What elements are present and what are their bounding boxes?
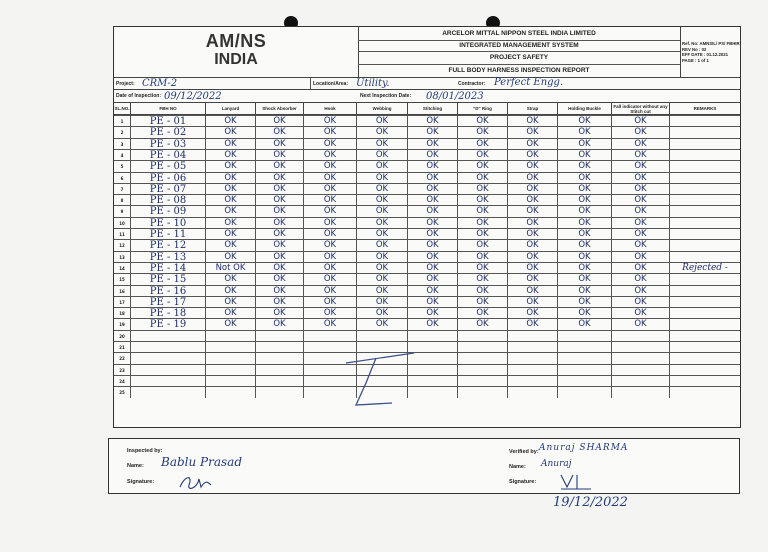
cell-d-ring: OK (458, 252, 508, 263)
cell-shock-absorber: OK (256, 218, 304, 229)
cell-sl-no: 2 (114, 127, 131, 138)
contractor-value: Perfect Engg. (494, 77, 564, 88)
cell-sl-no: 4 (114, 150, 131, 161)
cell-stitching: OK (408, 263, 458, 274)
cell-fbh-no: PE - 06 (131, 173, 206, 184)
cell-fbh-no: PE - 03 (131, 139, 206, 150)
column-header-strap: Strap (508, 102, 558, 115)
cell-strap: OK (508, 252, 558, 263)
cell-sl-no: 15 (114, 274, 131, 285)
cell-hook: OK (304, 173, 357, 184)
cell-sl-no: 22 (114, 353, 131, 364)
cell-d-ring: OK (458, 274, 508, 285)
crossout-top-stroke (346, 353, 414, 363)
cell-d-ring: OK (458, 116, 508, 127)
cell-fall-indicator: OK (612, 127, 670, 138)
cell-sl-no: 8 (114, 195, 131, 206)
cell-fall-indicator: OK (612, 161, 670, 172)
cell-shock-absorber: OK (256, 240, 304, 251)
cell-shock-absorber: OK (256, 308, 304, 319)
location-value: Utility. (356, 78, 390, 89)
cell-d-ring: OK (458, 173, 508, 184)
cell-fall-indicator: OK (612, 184, 670, 195)
cell-lanyard: OK (206, 240, 256, 251)
cell-d-ring: OK (458, 195, 508, 206)
cell-sl-no: 18 (114, 308, 131, 319)
cell-d-ring: OK (458, 139, 508, 150)
inspection-form (113, 26, 741, 428)
cell-hook: OK (304, 150, 357, 161)
cell-hook: OK (304, 286, 357, 297)
project-value: CRM-2 (142, 78, 178, 89)
cell-lanyard: OK (206, 308, 256, 319)
cell-webbing: OK (357, 319, 408, 330)
cell-shock-absorber: OK (256, 263, 304, 274)
cell-holding-buckle: OK (558, 173, 612, 184)
column-header-sl-no: SL.NO. (114, 102, 131, 115)
cell-d-ring: OK (458, 161, 508, 172)
cell-strap: OK (508, 263, 558, 274)
cell-fbh-no: PE - 07 (131, 184, 206, 195)
cell-strap: OK (508, 127, 558, 138)
cell-holding-buckle: OK (558, 139, 612, 150)
cell-hook: OK (304, 274, 357, 285)
cell-shock-absorber: OK (256, 286, 304, 297)
cell-lanyard: OK (206, 173, 256, 184)
cell-holding-buckle: OK (558, 195, 612, 206)
cell-webbing: OK (357, 286, 408, 297)
cell-stitching: OK (408, 150, 458, 161)
cell-hook: OK (304, 127, 357, 138)
cell-webbing: OK (357, 297, 408, 308)
column-header-shock-absorber: Shock Absorber (256, 102, 304, 115)
contractor-label: Contractor: (458, 81, 486, 87)
cell-lanyard: OK (206, 218, 256, 229)
verifier-name: Anuraj (541, 459, 572, 469)
cell-d-ring: OK (458, 263, 508, 274)
cell-sl-no: 20 (114, 331, 131, 342)
signature-section (108, 438, 740, 510)
cell-stitching: OK (408, 195, 458, 206)
column-header-stitching: Stitching (408, 102, 458, 115)
cell-strap: OK (508, 206, 558, 217)
column-header-remarks: REMARKS (693, 106, 717, 111)
cell-holding-buckle: OK (558, 286, 612, 297)
cell-fall-indicator: OK (612, 240, 670, 251)
cell-fbh-no: PE - 10 (131, 218, 206, 229)
cell-lanyard: OK (206, 252, 256, 263)
cell-shock-absorber: OK (256, 195, 304, 206)
cell-stitching: OK (408, 252, 458, 263)
cell-strap: OK (508, 218, 558, 229)
cell-shock-absorber: OK (256, 206, 304, 217)
inspected-by-label: Inspected by: (127, 448, 163, 454)
cell-fbh-no: PE - 16 (131, 286, 206, 297)
inspector-signature (177, 473, 217, 493)
cell-fbh-no: PE - 02 (131, 127, 206, 138)
cell-holding-buckle: OK (558, 308, 612, 319)
cell-holding-buckle: OK (558, 218, 612, 229)
cell-strap: OK (508, 139, 558, 150)
cell-lanyard: OK (206, 274, 256, 285)
cell-holding-buckle: OK (558, 161, 612, 172)
cell-lanyard: OK (206, 297, 256, 308)
cell-holding-buckle: OK (558, 184, 612, 195)
cell-fall-indicator: OK (612, 297, 670, 308)
cell-hook: OK (304, 206, 357, 217)
cell-fall-indicator: OK (612, 218, 670, 229)
cell-fall-indicator: OK (612, 206, 670, 217)
cell-hook: OK (304, 252, 357, 263)
cell-holding-buckle: OK (558, 116, 612, 127)
cell-fall-indicator: OK (612, 263, 670, 274)
cell-stitching: OK (408, 274, 458, 285)
verification-date: 19/12/2022 (553, 495, 628, 510)
cell-lanyard: OK (206, 139, 256, 150)
cell-fall-indicator: OK (612, 116, 670, 127)
cell-hook: OK (304, 161, 357, 172)
cell-holding-buckle: OK (558, 127, 612, 138)
cell-hook: OK (304, 240, 357, 251)
cell-stitching: OK (408, 127, 458, 138)
cell-stitching: OK (408, 218, 458, 229)
cell-fall-indicator: OK (612, 139, 670, 150)
cell-d-ring: OK (458, 229, 508, 240)
cell-sl-no: 10 (114, 218, 131, 229)
cell-webbing: OK (357, 161, 408, 172)
cell-strap: OK (508, 297, 558, 308)
ref-number: Ref. No: AMNSIL/ PS/ FBHIR (682, 41, 740, 46)
cell-lanyard: OK (206, 286, 256, 297)
cell-webbing: OK (357, 308, 408, 319)
cell-d-ring: OK (458, 184, 508, 195)
cell-d-ring: OK (458, 286, 508, 297)
cell-fbh-no: PE - 17 (131, 297, 206, 308)
cell-fbh-no: PE - 14 (131, 263, 206, 274)
cell-sl-no: 9 (114, 206, 131, 217)
cell-shock-absorber: OK (256, 184, 304, 195)
cell-webbing: OK (357, 263, 408, 274)
inspector-signature-label: Signature: (127, 479, 155, 485)
cell-sl-no: 1 (114, 116, 131, 127)
cell-webbing: OK (357, 218, 408, 229)
cell-stitching: OK (408, 229, 458, 240)
column-header-fbh-no: FBH NO (131, 102, 206, 115)
cell-hook: OK (304, 195, 357, 206)
cell-fall-indicator: OK (612, 319, 670, 330)
cell-fall-indicator: OK (612, 308, 670, 319)
cell-webbing: OK (357, 195, 408, 206)
cell-hook: OK (304, 139, 357, 150)
cell-lanyard: OK (206, 150, 256, 161)
cell-shock-absorber: OK (256, 274, 304, 285)
cell-holding-buckle: OK (558, 274, 612, 285)
cell-fbh-no: PE - 08 (131, 195, 206, 206)
cell-stitching: OK (408, 308, 458, 319)
crossout-z-stroke (356, 358, 392, 405)
cell-sl-no: 21 (114, 342, 131, 353)
cell-hook: OK (304, 308, 357, 319)
cell-webbing: OK (357, 184, 408, 195)
cell-d-ring: OK (458, 218, 508, 229)
inspection-date-label: Date of Inspection: (116, 93, 162, 99)
cell-d-ring: OK (458, 308, 508, 319)
cell-sl-no: 3 (114, 139, 131, 150)
system-name: INTEGRATED MANAGEMENT SYSTEM (358, 41, 680, 52)
cell-webbing: OK (357, 139, 408, 150)
report-name: FULL BODY HARNESS INSPECTION REPORT (448, 67, 590, 74)
logo-sub-text: INDIA (214, 51, 258, 68)
cell-fbh-no: PE - 15 (131, 274, 206, 285)
verifier-name-label: Name: (509, 464, 526, 470)
cell-webbing: OK (357, 206, 408, 217)
cell-d-ring: OK (458, 319, 508, 330)
cell-holding-buckle: OK (558, 150, 612, 161)
column-header-fall-indicator: Fall indicator without any Stitch cut (612, 102, 670, 115)
next-inspection-value: 08/01/2023 (426, 91, 484, 102)
cell-shock-absorber: OK (256, 116, 304, 127)
cell-remarks: Rejected - (682, 262, 728, 273)
cell-d-ring: OK (458, 206, 508, 217)
cell-fbh-no: PE - 05 (131, 161, 206, 172)
column-header-webbing: Webbing (357, 102, 408, 115)
cell-fall-indicator: OK (612, 252, 670, 263)
cell-holding-buckle: OK (558, 206, 612, 217)
cell-hook: OK (304, 263, 357, 274)
cell-d-ring: OK (458, 150, 508, 161)
project-label: Project: (116, 81, 135, 87)
column-header-lanyard: Lanyard (206, 102, 256, 115)
crossed-out-mark (114, 27, 740, 427)
cell-webbing: OK (357, 240, 408, 251)
cell-webbing: OK (357, 150, 408, 161)
cell-strap: OK (508, 116, 558, 127)
cell-stitching: OK (408, 173, 458, 184)
cell-hook: OK (304, 218, 357, 229)
cell-webbing: OK (357, 252, 408, 263)
cell-fbh-no: PE - 19 (131, 319, 206, 330)
verified-by-label: Verified by: (509, 449, 539, 455)
cell-sl-no: 14 (114, 263, 131, 274)
cell-fall-indicator: OK (612, 229, 670, 240)
cell-fbh-no: PE - 18 (131, 308, 206, 319)
cell-sl-no: 23 (114, 365, 131, 376)
cell-strap: OK (508, 173, 558, 184)
cell-sl-no: 5 (114, 161, 131, 172)
cell-lanyard: OK (206, 206, 256, 217)
cell-sl-no: 25 (114, 387, 131, 398)
cell-fbh-no: PE - 12 (131, 240, 206, 251)
cell-stitching: OK (408, 206, 458, 217)
cell-sl-no: 6 (114, 173, 131, 184)
cell-sl-no: 11 (114, 229, 131, 240)
cell-webbing: OK (357, 127, 408, 138)
cell-hook: OK (304, 116, 357, 127)
verifier-name-top: Anuraj SHARMA (539, 443, 629, 453)
cell-stitching: OK (408, 319, 458, 330)
cell-d-ring: OK (458, 240, 508, 251)
cell-webbing: OK (357, 274, 408, 285)
inspection-date-value: 09/12/2022 (164, 91, 222, 102)
cell-d-ring: OK (458, 127, 508, 138)
cell-shock-absorber: OK (256, 319, 304, 330)
cell-shock-absorber: OK (256, 173, 304, 184)
column-header-holding-buckle: Holding Buckle (558, 102, 612, 115)
cell-shock-absorber: OK (256, 297, 304, 308)
cell-strap: OK (508, 308, 558, 319)
cell-holding-buckle: OK (558, 252, 612, 263)
cell-sl-no: 12 (114, 240, 131, 251)
cell-stitching: OK (408, 297, 458, 308)
cell-shock-absorber: OK (256, 252, 304, 263)
cell-d-ring: OK (458, 297, 508, 308)
cell-shock-absorber: OK (256, 127, 304, 138)
cell-fbh-no: PE - 11 (131, 229, 206, 240)
cell-holding-buckle: OK (558, 240, 612, 251)
cell-fbh-no: PE - 09 (131, 206, 206, 217)
cell-fbh-no: PE - 13 (131, 252, 206, 263)
cell-stitching: OK (408, 116, 458, 127)
cell-sl-no: 17 (114, 297, 131, 308)
cell-stitching: OK (408, 161, 458, 172)
cell-fbh-no: PE - 01 (131, 116, 206, 127)
cell-fall-indicator: OK (612, 150, 670, 161)
cell-lanyard: OK (206, 161, 256, 172)
cell-sl-no: 16 (114, 286, 131, 297)
cell-hook: OK (304, 319, 357, 330)
cell-strap: OK (508, 286, 558, 297)
cell-lanyard: OK (206, 229, 256, 240)
cell-shock-absorber: OK (256, 229, 304, 240)
cell-sl-no: 7 (114, 184, 131, 195)
cell-holding-buckle: OK (558, 297, 612, 308)
column-header-hook: Hook (304, 102, 357, 115)
cell-strap: OK (508, 274, 558, 285)
cell-strap: OK (508, 161, 558, 172)
inspector-name: Bablu Prasad (161, 455, 242, 469)
cell-stitching: OK (408, 240, 458, 251)
cell-strap: OK (508, 319, 558, 330)
inspector-name-label: Name: (127, 463, 144, 469)
cell-webbing: OK (357, 229, 408, 240)
cell-fall-indicator: OK (612, 286, 670, 297)
cell-lanyard: OK (206, 127, 256, 138)
cell-lanyard: OK (206, 195, 256, 206)
company-name: ARCELOR MITTAL NIPPON STEEL INDIA LIMITED (358, 27, 680, 41)
cell-strap: OK (508, 195, 558, 206)
eff-date: EFF DATE : 01.12.2021 (682, 52, 729, 57)
cell-lanyard: OK (206, 184, 256, 195)
cell-shock-absorber: OK (256, 161, 304, 172)
cell-fall-indicator: OK (612, 274, 670, 285)
section-name: PROJECT SAFETY (358, 52, 680, 65)
cell-holding-buckle: OK (558, 229, 612, 240)
page-count: PAGE : 1 of 1 (682, 57, 709, 63)
cell-lanyard: Not OK (206, 263, 256, 274)
cell-shock-absorber: OK (256, 150, 304, 161)
cell-strap: OK (508, 184, 558, 195)
cell-hook: OK (304, 184, 357, 195)
location-label: Location/Area: (310, 78, 348, 90)
cell-lanyard: OK (206, 116, 256, 127)
cell-sl-no: 24 (114, 376, 131, 387)
cell-fall-indicator: OK (612, 195, 670, 206)
cell-fall-indicator: OK (612, 173, 670, 184)
logo-main-text: AM/NS (205, 31, 267, 51)
cell-stitching: OK (408, 139, 458, 150)
cell-fbh-no: PE - 04 (131, 150, 206, 161)
cell-webbing: OK (357, 173, 408, 184)
rev-number: REV No : 02 (682, 46, 707, 52)
cell-holding-buckle: OK (558, 263, 612, 274)
cell-hook: OK (304, 297, 357, 308)
cell-shock-absorber: OK (256, 139, 304, 150)
cell-lanyard: OK (206, 319, 256, 330)
cell-hook: OK (304, 229, 357, 240)
verifier-signature-label: Signature: (509, 479, 537, 485)
cell-strap: OK (508, 150, 558, 161)
verifier-signature (557, 471, 597, 493)
cell-strap: OK (508, 240, 558, 251)
cell-holding-buckle: OK (558, 319, 612, 330)
cell-strap: OK (508, 229, 558, 240)
column-header-d-ring: "D" Ring (458, 102, 508, 115)
cell-stitching: OK (408, 184, 458, 195)
cell-stitching: OK (408, 286, 458, 297)
cell-sl-no: 13 (114, 252, 131, 263)
next-inspection-label: Next Inspection Date: (360, 93, 412, 99)
cell-webbing: OK (357, 116, 408, 127)
cell-sl-no: 19 (114, 319, 131, 330)
